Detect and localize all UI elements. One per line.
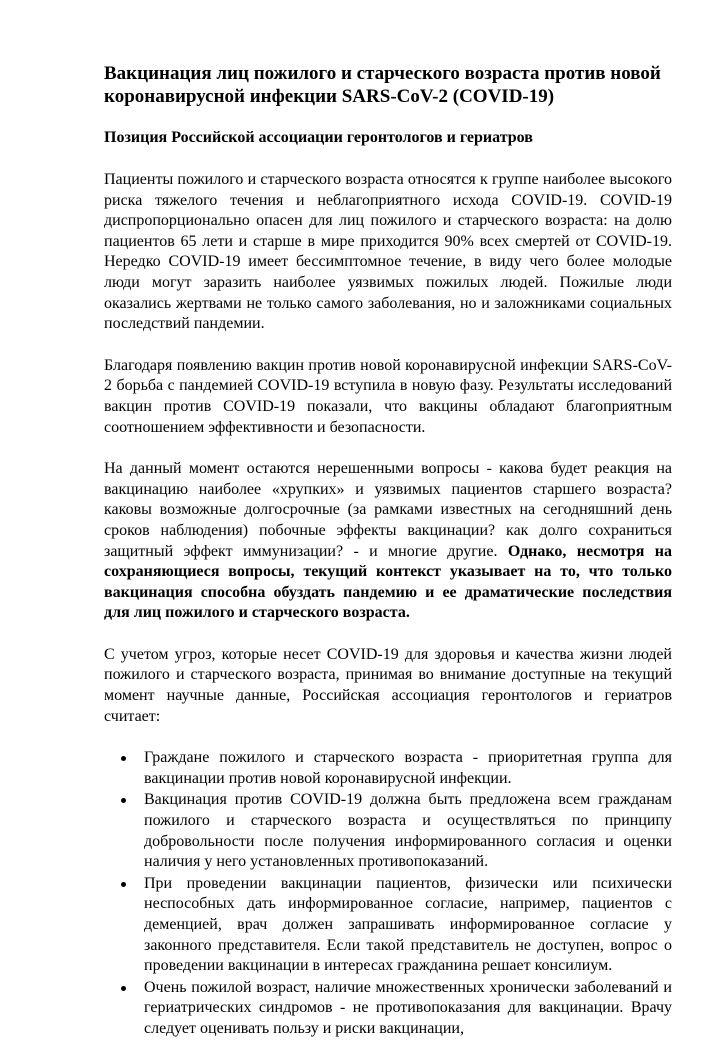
list-item-text: Граждане пожилого и старческого возраста - приоритетная группа для вакцинации против новой коронавирусной инфекции.: [144, 749, 672, 787]
list-item: [104, 790, 672, 872]
bullet-icon: [121, 986, 126, 991]
list-item-text: Очень пожилой возраст, наличие множественных хронически заболеваний и гериатрических синдромов - не противопоказания для вакцинации. Врачу следует оценивать пользу и риски вакцинации,: [144, 978, 672, 1037]
paragraph-1: Пациенты пожилого и старческого возраста относятся к группе наиболее высокого риска тяжелого течения и неблагоприятного исхода COVID-19. COVID-19 диспропорционально опасен для лиц пожилого и старческого возраста: на долю пациентов 65 лети и старше в мире приходится 90% всех смертей от COVID-19. Нередко COVID-19 имеет бессимптомное течение, в виду чего более молодые люди могут заразить наиболее уязвимых пожилых людей. Пожилые люди оказались жертвами не только самого заболевания, но и заложниками социальных последствий пандемии.: [104, 171, 672, 333]
paragraph-3-text: На данный момент остаются нерешенными вопросы - какова будет реакция на вакцинацию наиболее «хрупких» и уязвимых пациентов старшего возраста? каковы возможные долгосрочные (за рамками известных на сегодняшний день сроков наблюдения) побочные эффекты вакцинации? как долго сохраниться защитный эффект иммунизации? - и многие другие.: [104, 460, 672, 560]
position-list: [104, 748, 672, 1039]
list-item: [104, 874, 672, 977]
paragraph-2: Благодаря появлению вакцин против новой коронавирусной инфекции SARS-CoV-2 борьба с пандемией COVID-19 вступила в новую фазу. Результаты исследований вакцин против COVID-19 показали, что вакцины обладают благоприятным соотношением эффективности и безопасности.: [104, 356, 672, 436]
paragraph-3: [104, 459, 672, 624]
bullet-icon: [121, 882, 126, 887]
paragraph-3-bold-text: Однако, несмотря на сохраняющиеся вопросы, текущий контекст указывает на то, что только вакцинация способна обуздать пандемию и ее драматические последствия для лиц пожилого и старческого возраста.: [104, 542, 673, 622]
paragraph-4: С учетом угроз, которые несет COVID-19 для здоровья и качества жизни людей пожилого и старческого возраста, принимая во внимание доступные на текущий момент научные данные, Российская ассоциация геронтологов и гериатров считает:: [104, 645, 672, 725]
document-subtitle: Позиция Российской ассоциации геронтологов и гериатров: [104, 129, 533, 146]
document-title: Вакцинация лиц пожилого и старческого возраста против новой коронавирусной инфекции SARS-CoV-2 (COVID-19): [104, 63, 661, 107]
list-item: [104, 978, 672, 1040]
bullet-icon: [121, 798, 126, 803]
bullet-icon: [121, 756, 126, 761]
list-item: [104, 748, 672, 789]
list-item-text: Вакцинация против COVID-19 должна быть предложена всем гражданам пожилого и старческого возраста и осуществляться по принципу добровольности после получения информированного согласия и оценки наличия у него установленных противопоказаний.: [144, 791, 672, 871]
list-item-text: При проведении вакцинации пациентов, физически или психически неспособных дать информированное согласие, например, пациентов с деменцией, врач должен запрашивать информированное согласие у законного представителя. Если такой представитель не доступен, вопрос о проведении вакцинации в интересах гражданина решает консилиум.: [144, 874, 672, 975]
